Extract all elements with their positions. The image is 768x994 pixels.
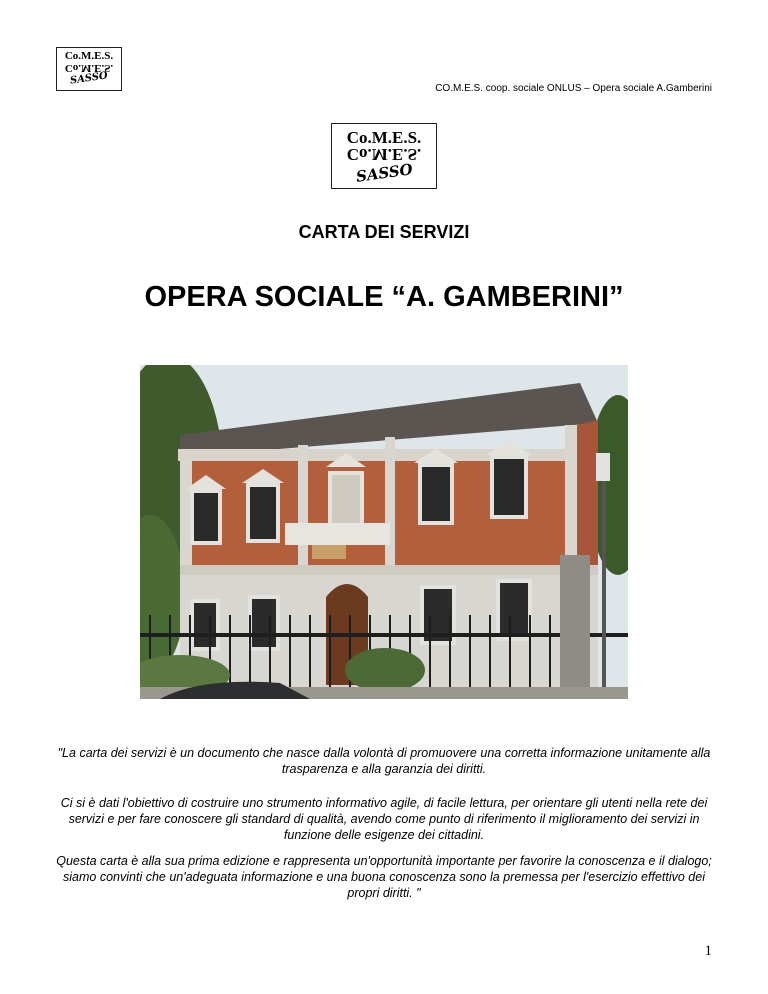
quote-paragraph-3: Questa carta è alla sua prima edizione e rappresenta un'opportunità importante per favorire la conoscenza e il dialogo; siamo convinti che un'adeguata informazione e una buona conoscenza sono la premessa per l'esercizio effettivo dei propri diritti. " bbox=[56, 854, 712, 900]
header-logo bbox=[56, 47, 122, 91]
center-logo-line2: Co.M.E.S. bbox=[346, 145, 422, 164]
page-number: 1 bbox=[704, 943, 712, 959]
center-logo-line1: Co.M.E.S. bbox=[346, 128, 422, 147]
quote-paragraph-2: Ci si è dati l'obiettivo di costruire uno strumento informativo agile, di facile lettura, per orientare gli utenti nella rete dei servizi e per fare conoscere gli standard di qualità, avendo come punto di riferimento il miglioramento dei servizi in funzione delle esigenze dei cittadini. bbox=[60, 796, 708, 842]
building-photo bbox=[140, 365, 628, 699]
header-logo-line1: Co.M.E.S. bbox=[64, 50, 114, 62]
quote-paragraph-1: "La carta dei servizi è un documento che nasce dalla volontà di promuovere una corretta informazione unitamente alla trasparenza e alla garanzia dei diritti. bbox=[57, 746, 711, 776]
header-logo-line2: Co.M.E.S. bbox=[64, 62, 114, 74]
main-title: OPERA SOCIALE “A. GAMBERINI” bbox=[144, 281, 624, 313]
header-logo-line3: SASSO bbox=[69, 70, 109, 87]
document-title: CARTA DEI SERVIZI bbox=[298, 222, 470, 242]
center-logo-line3: SASSO bbox=[354, 160, 414, 186]
header-text: CO.M.E.S. coop. sociale ONLUS – Opera sociale A.Gamberini bbox=[435, 83, 712, 94]
center-logo bbox=[331, 123, 437, 189]
